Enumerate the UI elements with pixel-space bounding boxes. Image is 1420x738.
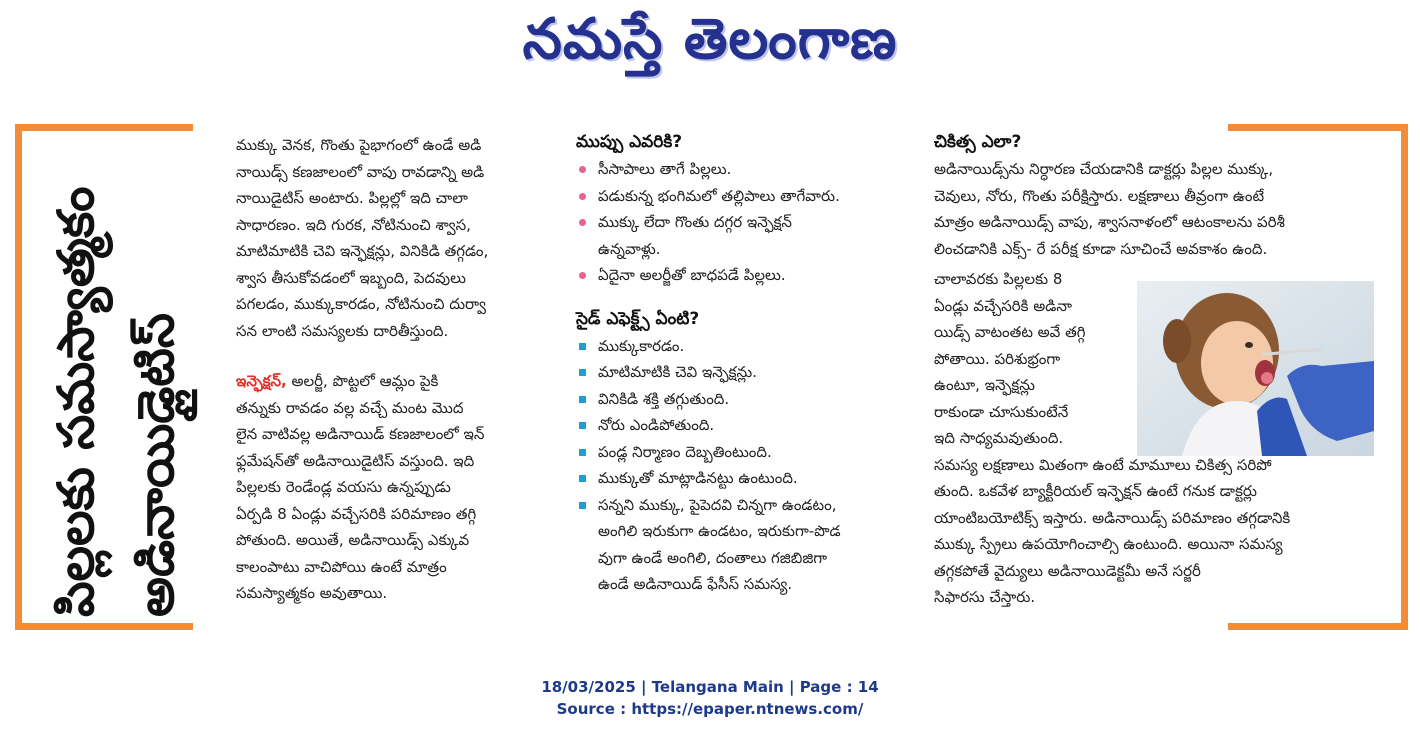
risk-list	[576, 156, 906, 289]
list-item: మాటిమాటికి చెవి ఇన్ఫెక్షన్లు.	[576, 359, 906, 386]
text-line: పగలడం, ముక్కుకారడం, నోటినుంచి దుర్వా	[236, 295, 486, 313]
heading-treatment: చికిత్స ఎలా?	[934, 132, 1022, 152]
text-line: ముక్కు వెనక, గొంతు పైభాగంలో ఉండే అడి	[236, 136, 482, 154]
text-line: శ్వాస తీసుకోవడంలో ఇబ్బంది, పెదవులు	[236, 268, 466, 287]
photo-illustration	[1137, 281, 1374, 456]
text-line: లించడానికి ఎక్స్‌- రే పరీక్ష కూడా సూచించే అవకాశం ఉంది.	[934, 239, 1268, 258]
paragraph-diagnosis	[934, 156, 1374, 262]
text-line: తగ్గకపోతే వైద్యులు అడినాయిడెక్టమీ అనే సర్జరీ	[934, 561, 1201, 580]
bullet-dot-icon	[579, 272, 586, 279]
footer-date-page: 18/03/2025 | Telangana Main | Page : 14	[541, 678, 879, 696]
bullet-square-icon	[579, 343, 586, 350]
title-line-1: పిల్లలకు సమస్యాత్మకం	[47, 186, 105, 617]
text-line: పోతుంది. అయితే, అడినాయిడ్స్‌ ఎక్కువ	[236, 531, 470, 549]
list-item: వినికిడి శక్తి తగ్గుతుంది.	[576, 386, 906, 413]
bullet-square-icon	[579, 475, 586, 482]
text-line: సాధారణం. ఇది గురక, నోటినుంచి శ్వాస,	[236, 215, 471, 234]
text-line: కాలంపాటు వాచిపోయి ఉంటే మాత్రం	[236, 557, 447, 576]
text-line: ముక్కు స్ప్రేలు ఉపయోగించాల్సి ఉంటుంది. అయినా సమస్య	[934, 535, 1283, 553]
bullet-dot-icon	[579, 193, 586, 200]
list-item: ఏదైనా అలర్జీతో బాధపడే పిల్లలు.	[576, 262, 906, 289]
bullet-square-icon	[579, 502, 586, 509]
bullet-dot-icon	[579, 219, 586, 226]
text-line: నాయిడైటిస్‌ అంటారు. పిల్లల్లో ఇది చాలా	[236, 189, 468, 207]
page-footer	[0, 676, 1420, 720]
text-line: ఏండ్లు వచ్చేసరికి అడినా	[934, 296, 1072, 315]
text-line: సిఫారసు చేస్తారు.	[934, 588, 1036, 606]
article-column-2	[576, 132, 906, 598]
text-line: యిడ్స్‌ వాటంతట అవే తగ్గి	[934, 323, 1086, 341]
list-item: పడుకున్న భంగిమలో తల్లిపాలు తాగేవారు.	[576, 183, 906, 210]
text-line: పిల్లలకు రెండేండ్ల వయసు ఉన్నప్పుడు	[236, 478, 451, 496]
bullet-square-icon	[579, 449, 586, 456]
text-line: అలర్జీ, పొట్టలో ఆమ్లం పైకి	[286, 372, 439, 390]
bullet-square-icon	[579, 369, 586, 376]
article-title	[22, 131, 210, 623]
list-item: ముక్కుకారడం.	[576, 333, 906, 360]
heading-side-effects: సైడ్‌ ఎఫెక్ట్స్‌ ఏంటి?	[576, 308, 700, 329]
text-line: మాత్రం అడినాయిడ్స్‌ వాపు, శ్వాసనాళంలో ఆటంకాలను పరిశీ	[934, 213, 1285, 231]
masthead-logo: నమస్తే తెలంగాణ	[522, 7, 898, 72]
text-line: లైన వాటివల్ల అడినాయిడ్‌ కణజాలంలో ఇన్‌	[236, 425, 485, 443]
highlight-word: ఇన్ఫెక్షన్‌,	[236, 372, 287, 390]
text-line: ఉంటూ, ఇన్ఫెక్షన్లు	[934, 376, 1035, 394]
list-item: ముక్కుతో మాట్లాడినట్టు ఉంటుంది.	[576, 465, 906, 492]
bullet-square-icon	[579, 422, 586, 429]
text-line: మాటిమాటికి చెవి ఇన్ఫెక్షన్లు, వినికిడి తగ్గడం,	[236, 242, 489, 260]
text-line: ఏర్పడి 8 ఏండ్లు వచ్చేసరికి పరిమాణం తగ్గి	[236, 504, 477, 523]
text-line: సన లాంటి సమస్యలకు దారితీస్తుంది.	[236, 321, 449, 340]
bullet-square-icon	[579, 396, 586, 403]
title-line-2: అడినాయిడ్లైటిస్‌	[127, 313, 185, 617]
list-item: ముక్కు లేదా గొంతు దగ్గర ఇన్ఫెక్షన్‌ ఉన్నవాళ్లు.	[576, 209, 906, 262]
text-line: చెవులు, నోరు, గొంతు పరీక్షిస్తారు. లక్షణాలు తీవ్రంగా ఉంటే	[934, 186, 1265, 205]
text-line: పోతాయి. పరిశుభ్రంగా	[934, 349, 1061, 368]
text-line: యాంటిబయోటిక్స్‌ ఇస్తారు. అడినాయిడ్స్‌ పరిమాణం తగ్గడానికి	[934, 508, 1291, 527]
paragraph-intro	[236, 132, 546, 344]
text-line: తన్నుకు రావడం వల్ల వచ్చే మంట మొద	[236, 398, 464, 417]
list-item: పండ్ల నిర్మాణం దెబ్బతింటుంది.	[576, 439, 906, 466]
side-effects-list	[576, 333, 906, 598]
text-line: నాయిడ్స్‌ కణజాలంలో వాపు రావడాన్ని అడి	[236, 162, 485, 181]
article-column-1	[236, 132, 546, 607]
paragraph-medication	[934, 452, 1374, 611]
list-item: సీసాపాలు తాగే పిల్లలు.	[576, 156, 906, 183]
text-line: అడినాయిడ్స్‌ను నిర్ధారణ చేయడానికి డాక్టర్లు పిల్లల ముక్కు,	[934, 160, 1274, 178]
child-throat-exam-photo	[1137, 281, 1374, 456]
text-line: ఇది సాధ్యమవుతుంది.	[934, 429, 1064, 447]
paragraph-infection	[236, 368, 546, 607]
text-line: తుంది. ఒకవేళ బ్యాక్టీరియల్‌ ఇన్ఫెక్షన్‌ ఉంటే గనుక డాక్టర్లు	[934, 482, 1257, 500]
list-item: నోరు ఎండిపోతుంది.	[576, 412, 906, 439]
footer-source: Source : https://epaper.ntnews.com/	[556, 700, 864, 718]
text-line: సమస్యాత్మకం అవుతాయి.	[236, 584, 388, 602]
heading-risk: ముప్పు ఎవరికి?	[576, 132, 683, 152]
text-line: ఫ్లమేషన్‌తో అడినాయిడైటిస్‌ వస్తుంది. ఇది	[236, 451, 475, 470]
list-item: సన్నని ముక్కు, పైపెదవి చిన్నగా ఉండటం, అంగిలి ఇరుకుగా ఉండటం, ఇరుకుగా-పొడ వుగా ఉండే అంగిలి, దంతాలు గజిబిజిగా ఉండే అడినాయిడ్‌ ఫేసీస్‌ సమస్య.	[576, 492, 906, 598]
text-line: సమస్య లక్షణాలు మితంగా ఉంటే మామూలు చికిత్స సరిపో	[934, 455, 1272, 474]
text-line: రాకుండా చూసుకుంటేనే	[934, 402, 1069, 421]
bullet-dot-icon	[579, 166, 586, 173]
text-line: చాలావరకు పిల్లలకు 8	[934, 270, 1063, 288]
